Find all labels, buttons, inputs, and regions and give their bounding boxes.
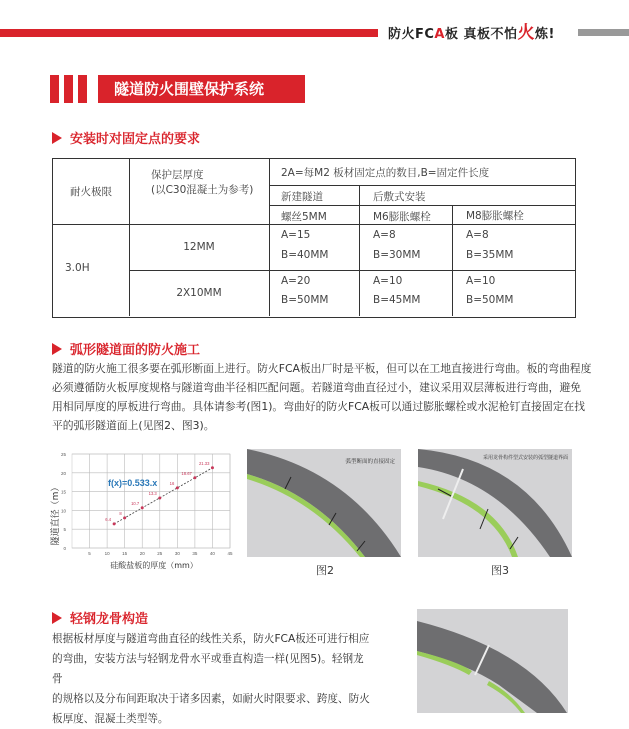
- section-heading-arc: [52, 339, 200, 358]
- data-point: [158, 496, 161, 499]
- value-cell: B=50MM: [466, 294, 514, 306]
- data-point: [113, 522, 116, 525]
- data-point: [123, 516, 126, 519]
- fig2-caption: 图2: [316, 564, 334, 577]
- paragraph-line: 根据板材厚度与隧道弯曲直径的线性关系，防火FCA板还可进行相应: [52, 633, 370, 645]
- value-cell: A=10: [373, 275, 403, 287]
- x-tick-label: 35: [192, 551, 198, 556]
- header-gray-rule: [578, 29, 629, 36]
- paragraph-line: 板厚度、混凝土类型等。: [52, 713, 169, 725]
- value-cell: B=45MM: [373, 294, 421, 306]
- y-tick-label: 25: [60, 452, 66, 457]
- banner-stripe: [64, 75, 73, 103]
- triangle-bullet-icon: [52, 343, 62, 355]
- data-label: 18.67: [181, 470, 192, 476]
- arc-paragraph: [52, 359, 612, 435]
- y-tick-label: 10: [60, 508, 66, 514]
- thickness-cell: 12MM: [183, 241, 215, 253]
- triangle-bullet-icon: [52, 612, 62, 624]
- data-label: 21.33: [198, 460, 210, 466]
- data-label: 16: [169, 480, 175, 486]
- section-title: 安装时对固定点的要求: [70, 132, 201, 147]
- fig2-label: 弧型断面的直接固定: [345, 459, 395, 465]
- header-fire-limit: 耐火极限: [70, 186, 112, 198]
- value-cell: A=8: [466, 229, 489, 241]
- paragraph-line: 隧道的防火施工很多要在弧形断面上进行。防火FCA板出厂时是平板，但可以在工地直接进行弯曲。板的弯曲程度: [52, 362, 592, 375]
- y-tick-label: 0: [63, 546, 66, 551]
- value-cell: B=50MM: [281, 294, 329, 306]
- header-thickness-line2: (以C30混凝土为参考): [151, 184, 254, 196]
- fire-logo-icon: 火: [517, 23, 536, 43]
- section-heading-keel: [52, 608, 148, 627]
- paragraph-line: 必须遵循防火板厚度规格与隧道弯曲半径相匹配问题。若隧道弯曲直径过小，建议采用双层薄板进行弯曲，避免: [52, 381, 582, 394]
- value-cell: B=40MM: [281, 249, 329, 261]
- value-cell: A=15: [281, 229, 311, 241]
- data-point: [141, 506, 144, 509]
- brand-slogan: [388, 18, 555, 43]
- thickness-cell: 2X10MM: [176, 287, 222, 299]
- data-label: 10.7: [131, 500, 140, 506]
- x-tick-label: 45: [227, 551, 233, 556]
- header-m8: M8膨胀螺栓: [466, 210, 524, 222]
- section-heading-fixing: [52, 128, 200, 147]
- brand-text-a: A: [434, 27, 445, 42]
- header-red-rule: [0, 29, 378, 37]
- header-note: 2A=每M2 板材固定点的数目,B=固定件长度: [281, 167, 490, 179]
- paragraph-line: 的规格以及分布间距取决于诸多因素，如耐火时限要求、跨度、防火: [52, 693, 370, 705]
- paragraph-line: 平的弧形隧道面上(见图2、图3)。: [52, 419, 215, 432]
- header-retrofit: 后敷式安装: [373, 191, 426, 203]
- header-screw: 螺丝5MM: [281, 211, 327, 223]
- value-cell: A=8: [373, 229, 396, 241]
- value-cell: B=35MM: [466, 249, 514, 261]
- x-axis-label: 硅酸盐板的厚度（mm）: [110, 561, 198, 570]
- fixing-requirements-table: [52, 158, 576, 318]
- value-cell: A=20: [281, 275, 311, 287]
- section-title: 弧形隧道面的防火施工: [70, 343, 201, 358]
- y-tick-label: 20: [60, 470, 66, 476]
- data-label: 6.4: [105, 516, 112, 522]
- y-axis-label: 隧道直径（m）: [51, 482, 61, 546]
- header-m6: M6膨胀螺栓: [373, 211, 431, 223]
- y-tick-label: 15: [60, 489, 66, 495]
- header-thickness-line1: 保护层厚度: [151, 169, 204, 181]
- thickness-diameter-chart: [50, 448, 240, 578]
- plot-area: [72, 454, 230, 548]
- data-point: [176, 486, 179, 489]
- brand-text-2: 板 真板不怕: [444, 27, 518, 42]
- header-new-tunnel: 新建隧道: [281, 191, 323, 203]
- x-tick-label: 5: [88, 551, 91, 556]
- data-label: 8: [119, 510, 122, 516]
- figure-3-arc-keel-fixing: [418, 449, 572, 557]
- brand-text-3: 炼!: [535, 27, 555, 42]
- x-tick-label: 15: [122, 551, 128, 556]
- fire-limit-value: 3.0H: [65, 262, 90, 274]
- x-tick-label: 10: [104, 551, 110, 556]
- banner-stripe: [50, 75, 59, 103]
- x-tick-label: 25: [157, 551, 163, 556]
- y-tick-label: 5: [63, 527, 66, 533]
- data-label: 13.3: [148, 490, 157, 496]
- data-point: [193, 476, 196, 479]
- page-title-banner: [50, 75, 305, 103]
- data-point: [211, 466, 214, 469]
- keel-paragraph: [52, 629, 372, 729]
- figure-5-keel-structure: [417, 609, 568, 713]
- fig3-label: 采用龙骨构件型式安装的弧型隧道界面: [482, 455, 568, 461]
- x-tick-label: 40: [209, 551, 215, 556]
- figure-2-arc-direct-fixing: [247, 449, 401, 557]
- x-tick-label: 20: [139, 551, 145, 556]
- value-cell: A=10: [466, 275, 496, 287]
- x-tick-label: 30: [174, 551, 180, 556]
- brand-text-1: 防火FC: [388, 27, 435, 42]
- paragraph-line: 的弯曲，安装方法与轻钢龙骨水平或垂直构造一样(见图5)。轻钢龙骨: [52, 653, 364, 685]
- section-title: 轻钢龙骨构造: [70, 612, 149, 627]
- fig3-caption: 图3: [491, 564, 509, 577]
- page-title: 隧道防火围壁保护系统: [98, 75, 305, 103]
- header-thickness: [151, 168, 271, 198]
- paragraph-line: 用相同厚度的厚板进行弯曲。具体请参考(图1)。弯曲好的防火FCA板可以通过膨胀螺栓或水泥枪钉直接固定在找: [52, 400, 586, 413]
- banner-stripe: [78, 75, 87, 103]
- triangle-bullet-icon: [52, 132, 62, 144]
- formula-annotation: f(x)=0.533.x: [108, 478, 158, 488]
- value-cell: B=30MM: [373, 249, 421, 261]
